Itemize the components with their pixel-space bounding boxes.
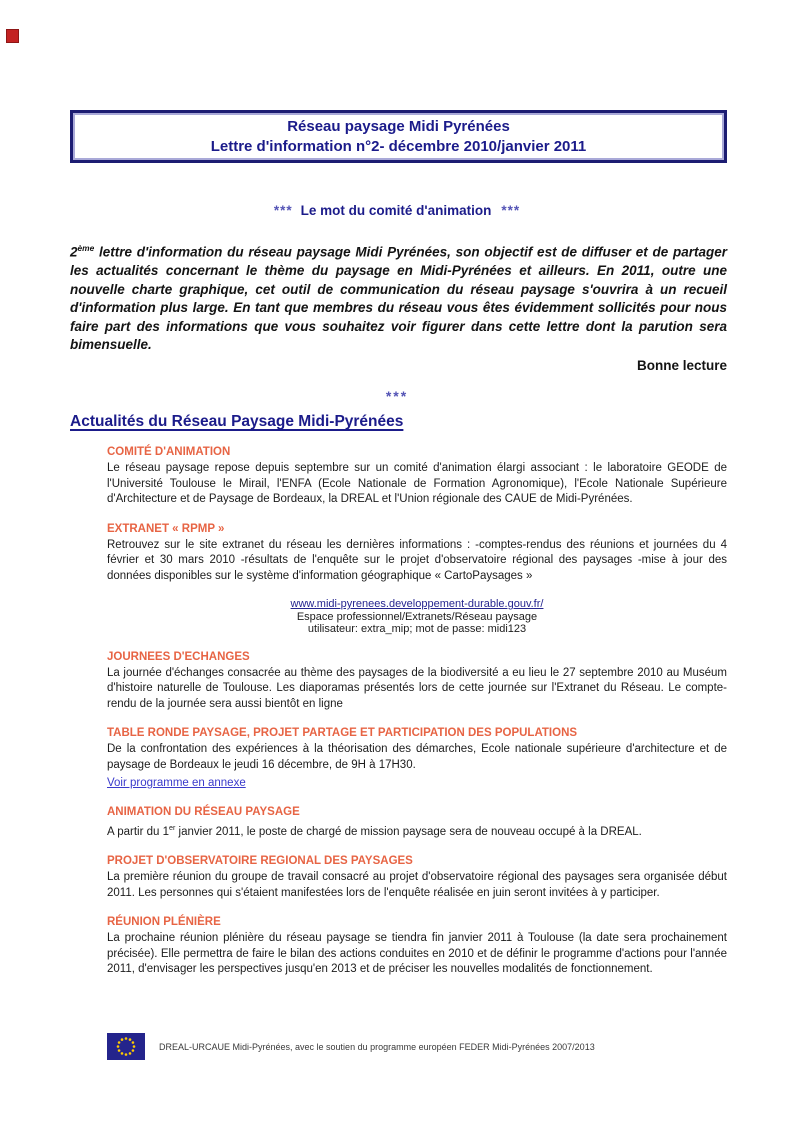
red-marker — [6, 29, 19, 43]
section-table-ronde — [107, 727, 727, 791]
section-body — [107, 821, 727, 840]
extranet-url-link[interactable]: www.midi-pyrenees.developpement-durable.gouv.fr/ — [290, 598, 544, 611]
section-heading: EXTRANET « RPMP » — [107, 522, 225, 535]
extranet-credentials: utilisateur: extra_mip; mot de passe: midi123 — [307, 623, 527, 636]
intro-text: lettre d'information du réseau paysage Midi Pyrénées, son objectif est de diffuser et de partager les actualités concernant le thème du paysage en Midi-Pyrénées et ailleurs. En 2011, outre une nouvelle charte graphique, cet outil de communication du réseau paysage s'ouvrira à un recueil d'information plus large. En tant que membres du réseau vous êtes évidemment sollicités pour nous faire part des informations que vous souhaitez voir figurer dans cette lettre dont la parution sera bimensuelle. — [70, 244, 727, 353]
section-body: Retrouvez sur le site extranet du réseau les dernières informations : -comptes-rendus des réunions et journées du 4 février et 30 mars 2010 -résultats de l'enquête sur le projet d'observatoire régional des paysages -mise à jour des données disponibles sur le système d'information géographique « CartoPaysages » — [107, 538, 727, 582]
section-heading: RÉUNION PLÉNIÈRE — [107, 916, 221, 929]
mot-du-comite-label: Le mot du comité d'animation — [300, 203, 492, 218]
stars-right: *** — [501, 203, 521, 218]
body-post: janvier 2011, le poste de chargé de mission paysage sera de nouveau occupé à la DREAL. — [175, 825, 642, 838]
body-pre: A partir du 1 — [107, 825, 170, 838]
signature: Bonne lecture — [636, 358, 727, 374]
section-body: La première réunion du groupe de travail consacré au projet d'observatoire régional des paysages sera organisée début 2011. Les personnes qui s'étaient manifestées lors de l'enquête réalisée en juin seront invitées à y participer. — [107, 871, 727, 899]
page-title: Actualités du Réseau Paysage Midi-Pyrénées — [70, 413, 404, 431]
extranet-access-block — [107, 598, 727, 636]
footer-credit-text: DREAL-URCAUE Midi-Pyrénées, avec le soutien du programme européen FEDER Midi-Pyrénées 2007/2013 — [159, 1041, 595, 1052]
stars-separator: *** — [385, 388, 409, 405]
section-heading: COMITÉ D'ANIMATION — [107, 446, 231, 459]
section-heading: TABLE RONDE PAYSAGE, PROJET PARTAGE ET PARTICIPATION DES POPULATIONS — [107, 727, 578, 740]
eu-flag-icon — [107, 1033, 145, 1060]
section-body: De la confrontation des expériences à la théorisation des démarches, Ecole nationale supérieure d'architecture et de paysage de Bordeaux le jeudi 16 décembre, de 9H à 17H30. — [107, 743, 727, 771]
intro-paragraph — [70, 239, 727, 355]
ordinal-suffix: er — [169, 824, 176, 833]
title-box — [70, 110, 727, 163]
mot-du-comite-heading — [0, 203, 794, 218]
newsletter-title: Réseau paysage Midi Pyrénées — [287, 117, 510, 135]
programme-annexe-link[interactable]: Voir programme en annexe — [107, 777, 246, 790]
section-animation-reseau — [107, 806, 727, 840]
intro-number: 2 — [70, 244, 78, 260]
section-heading: PROJET D'OBSERVATOIRE REGIONAL DES PAYSAGES — [107, 855, 413, 868]
section-heading: ANIMATION DU RÉSEAU PAYSAGE — [107, 806, 300, 819]
newsletter-subtitle: Lettre d'information n°2- décembre 2010/janvier 2011 — [210, 137, 587, 155]
stars-left: *** — [273, 203, 293, 218]
section-body: Le réseau paysage repose depuis septembre sur un comité d'animation élargi associant : le laboratoire GEODE de l'Université Toulouse le Mirail, l'ENFA (Ecole Nationale de Formation Agronomique), l'Ecole Nationale Supérieure d'Architecture et de Paysage de Bordeaux, la DREAL et l'Union régionale des CAUE de Midi-Pyrénées. — [107, 462, 727, 506]
intro-ordinal-suffix: ème — [77, 243, 95, 253]
section-body: La journée d'échanges consacrée au thème des paysages de la biodiversité a eu lieu le 27 septembre 2010 au Muséum d'histoire naturelle de Toulouse. Les diaporamas présentés lors de cette journée sur l'Extranet du Réseau. Le compte-rendu de la journée sera aussi bientôt en ligne — [107, 666, 727, 710]
section-journees-echanges — [107, 651, 727, 713]
section-reunion-pleniere — [107, 916, 727, 978]
section-comite-animation — [107, 446, 727, 508]
sections-container — [107, 446, 727, 978]
extranet-path: Espace professionnel/Extranets/Réseau paysage — [296, 610, 538, 623]
footer — [107, 1033, 595, 1060]
section-heading: JOURNEES D'ECHANGES — [107, 650, 250, 663]
section-extranet-rpmp — [107, 523, 727, 636]
section-observatoire — [107, 855, 727, 901]
section-body: La prochaine réunion plénière du réseau paysage se tiendra fin janvier 2011 à Toulouse (la date sera prochainement précisée). Elle permettra de faire le bilan des actions conduites en 2010 et de définir le programme d'actions pour l'année 2011, d'envisager les perspectives jusqu'en 2013 et de préciser les nouvelles modalités de fonctionnement. — [107, 932, 727, 976]
